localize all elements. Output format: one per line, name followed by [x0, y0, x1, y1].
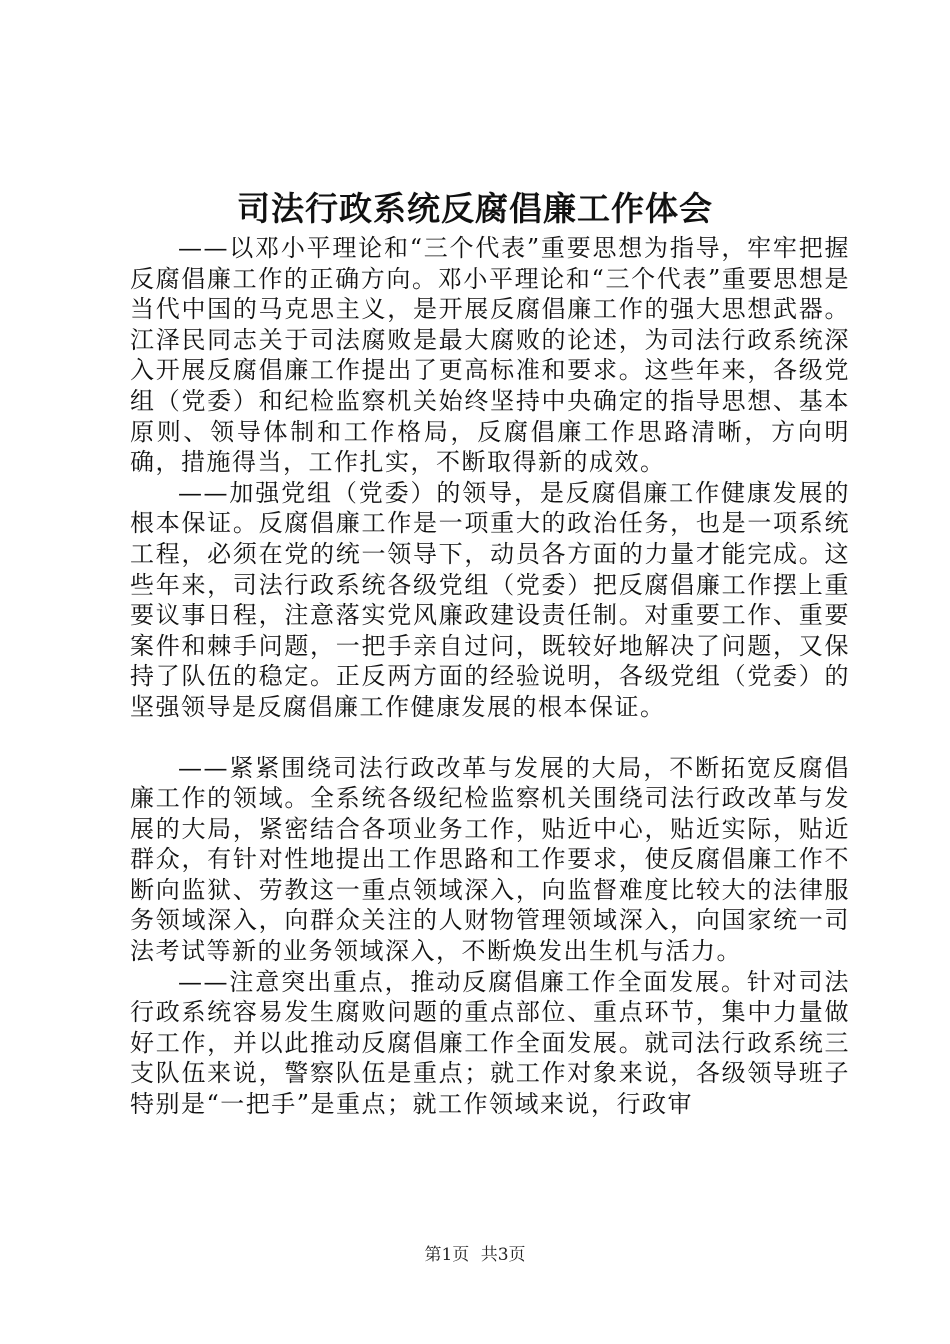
paragraph-2: ——加强党组（党委）的领导，是反腐倡廉工作健康发展的根本保证。反腐倡廉工作是一项重大的政治任务，也是一项系统工程，必须在党的统一领导下，动员各方面的力量才能完成。这些年来，司法行政系统各级党组（党委）把反腐倡廉工作摆上重要议事日程，注意落实党风廉政建设责任制。对重要工作、重要案件和棘手问题，一把手亲自过问，既较好地解决了问题，又保持了队伍的稳定。正反两方面的经验说明，各级党组（党委）的坚强领导是反腐倡廉工作健康发展的根本保证。	[130, 478, 850, 721]
paragraph-1: ——以邓小平理论和“三个代表”重要思想为指导，牢牢把握反腐倡廉工作的正确方向。邓小平理论和“三个代表”重要思想是当代中国的马克思主义，是开展反腐倡廉工作的强大思想武器。江泽民同志关于司法腐败是最大腐败的论述，为司法行政系统深入开展反腐倡廉工作提出了更高标准和要求。这些年来，各级党组（党委）和纪检监察机关始终坚持中央确定的指导思想、基本原则、领导体制和工作格局，反腐倡廉工作思路清晰，方向明确，措施得当，工作扎实，不断取得新的成效。	[130, 234, 850, 477]
page-number: 第1页	[424, 1245, 470, 1265]
paragraph-4: ——注意突出重点，推动反腐倡廉工作全面发展。针对司法行政系统容易发生腐败问题的重点部位、重点环节，集中力量做好工作，并以此推动反腐倡廉工作全面发展。就司法行政系统三支队伍来说，警察队伍是重点；就工作对象来说，各级领导班子特别是“一把手”是重点；就工作领域来说，行政审	[130, 967, 850, 1119]
paragraph-3: ——紧紧围绕司法行政改革与发展的大局，不断拓宽反腐倡廉工作的领域。全系统各级纪检监察机关围绕司法行政改革与发展的大局，紧密结合各项业务工作，贴近中心，贴近实际，贴近群众，有针对性地提出工作思路和工作要求，使反腐倡廉工作不断向监狱、劳教这一重点领域深入，向监督难度比较大的法律服务领域深入，向群众关注的人财物管理领域深入，向国家统一司法考试等新的业务领域深入，不断焕发出生机与活力。	[130, 753, 850, 966]
page-footer	[0, 1243, 950, 1267]
document-title: 司法行政系统反腐倡廉工作体会	[237, 189, 713, 228]
document-body	[130, 233, 850, 1120]
page-total: 共3页	[480, 1245, 526, 1265]
